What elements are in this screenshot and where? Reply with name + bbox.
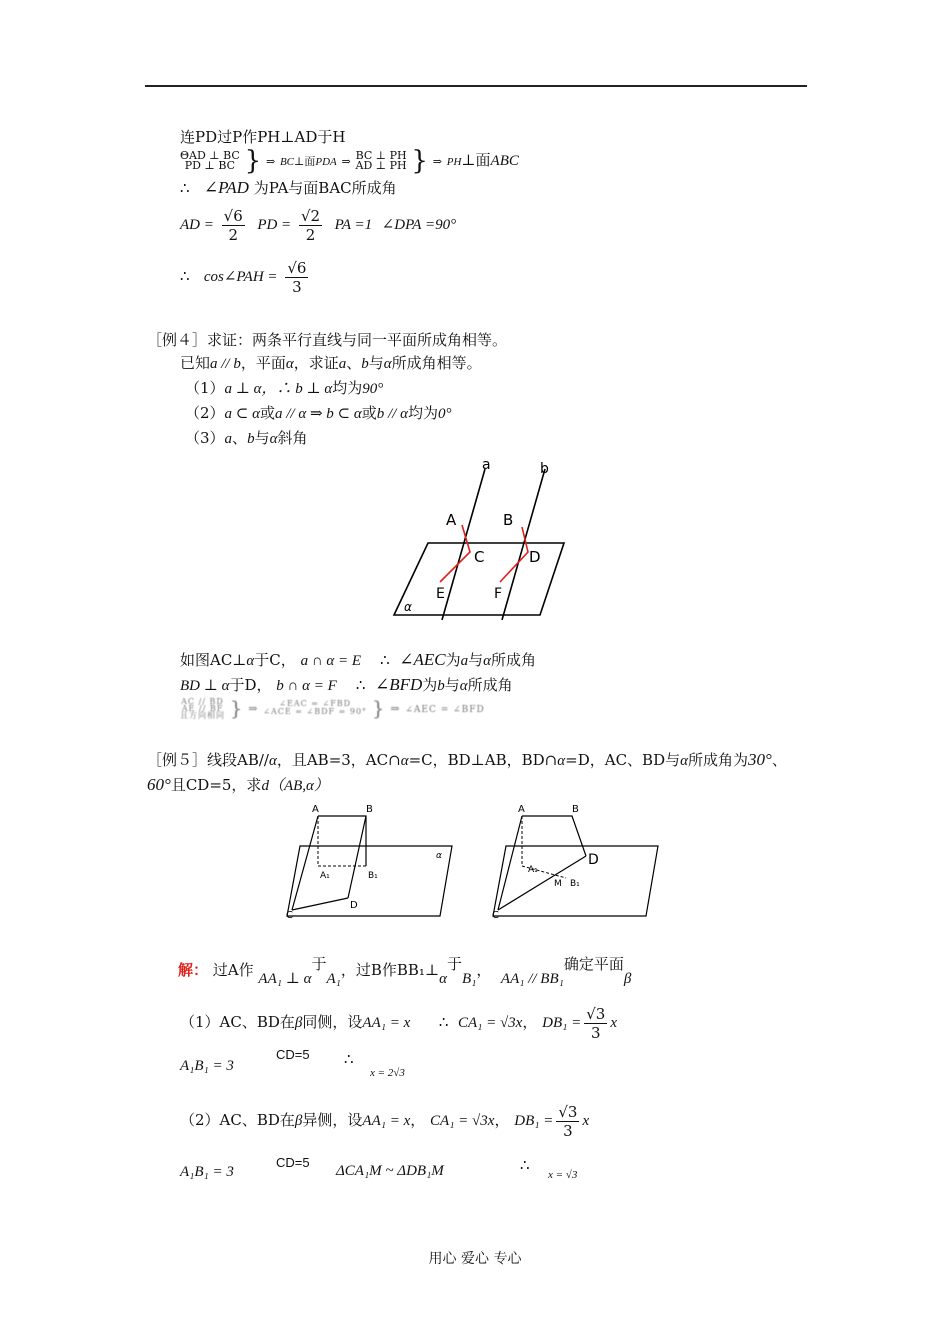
case-line bbox=[185, 428, 307, 449]
math: CA₁ = √3x bbox=[430, 1113, 495, 1129]
result-line bbox=[180, 1047, 405, 1080]
math: x bbox=[610, 1015, 618, 1031]
parallel-lines-figure bbox=[390, 455, 580, 620]
math: b // α bbox=[376, 406, 408, 422]
text: ， bbox=[410, 1111, 426, 1129]
text: 、 bbox=[232, 429, 248, 447]
implication-line bbox=[180, 146, 519, 176]
numerator: √6 bbox=[223, 206, 243, 225]
example-title bbox=[147, 330, 507, 350]
math: BC bbox=[279, 156, 294, 168]
denominator: 2 bbox=[228, 225, 238, 244]
text: ，且AB=3，AC∩ bbox=[276, 751, 401, 769]
denominator: 3 bbox=[292, 277, 302, 296]
math: β bbox=[294, 1113, 303, 1129]
result-line bbox=[180, 1155, 578, 1186]
case-label: （1） bbox=[185, 379, 225, 397]
math: cos∠PAH = bbox=[203, 269, 278, 285]
text: 与 bbox=[444, 676, 460, 694]
math: ABC bbox=[490, 153, 519, 169]
math: b ∩ α = F bbox=[276, 678, 337, 694]
text: 于 bbox=[446, 955, 462, 973]
fraction bbox=[584, 1005, 607, 1042]
implies-arrow: ⇒ bbox=[248, 702, 259, 715]
math: α bbox=[383, 356, 392, 372]
math: CA₁ = √3x bbox=[457, 1015, 523, 1031]
brace: } bbox=[229, 696, 244, 720]
math: x = √3 bbox=[548, 1169, 578, 1181]
text: ⊥面 bbox=[461, 151, 491, 169]
math: ∠BFD bbox=[374, 675, 423, 694]
math: α bbox=[400, 753, 409, 769]
label-D: D bbox=[588, 852, 599, 868]
text: ， bbox=[476, 961, 492, 979]
math: a ⊥ α，∴ b ⊥ α bbox=[224, 381, 333, 397]
case-line bbox=[180, 1002, 617, 1042]
text: 已知 bbox=[180, 354, 211, 372]
solution-line bbox=[178, 948, 632, 987]
text: （1）AC、BD在 bbox=[180, 1013, 295, 1031]
text: 于C， bbox=[254, 651, 296, 669]
math: α bbox=[285, 356, 294, 372]
math: PDA bbox=[315, 156, 337, 168]
math: PD = bbox=[257, 217, 292, 233]
text: ， bbox=[522, 1013, 538, 1031]
text: 且CD=5，求 bbox=[170, 776, 262, 794]
implies-arrow: ⇒ bbox=[432, 155, 442, 168]
numerator: √3 bbox=[586, 1004, 606, 1023]
text: =D，AC、BD与 bbox=[565, 751, 681, 769]
math: 0° bbox=[437, 406, 452, 422]
condition-top: AC // BD bbox=[181, 696, 224, 706]
label-B: B bbox=[503, 511, 514, 529]
perpendicular-BD bbox=[500, 527, 528, 582]
condition-bottom: PD ⊥ BC bbox=[184, 159, 236, 172]
condition-top: BC ⊥ PH bbox=[355, 149, 407, 162]
case-label: （3） bbox=[185, 429, 225, 447]
math: PA =1 bbox=[334, 217, 373, 233]
text: 与 bbox=[254, 429, 270, 447]
math: a // b bbox=[210, 356, 241, 372]
math: a ⊂ α bbox=[224, 406, 260, 422]
label-E: E bbox=[436, 586, 445, 602]
math: x = 2√3 bbox=[370, 1067, 405, 1079]
math: α bbox=[557, 753, 566, 769]
math: a ∩ α = E bbox=[300, 653, 362, 669]
math: α bbox=[483, 653, 491, 669]
segment-AB bbox=[522, 816, 586, 856]
text: （2）AC、BD在 bbox=[180, 1111, 295, 1129]
equation-line bbox=[180, 256, 311, 296]
denominator: 2 bbox=[305, 225, 316, 244]
label-M: M bbox=[554, 879, 562, 889]
segment-plane-figure-opposite-side bbox=[488, 798, 663, 922]
given-value: CD=5 bbox=[276, 1155, 310, 1170]
case-label: （2） bbox=[185, 404, 225, 422]
math: 60° bbox=[147, 775, 171, 794]
label-A: A bbox=[446, 511, 457, 529]
numerator: √3 bbox=[558, 1102, 578, 1121]
label-C: C bbox=[474, 548, 485, 566]
text: 斜角 bbox=[277, 429, 308, 447]
text: =C，BD⊥AB，BD∩ bbox=[408, 751, 558, 769]
math: 30° bbox=[748, 750, 772, 769]
text-line bbox=[180, 675, 513, 696]
case-line bbox=[185, 378, 383, 399]
brace: } bbox=[371, 696, 386, 720]
label-C: C bbox=[286, 910, 293, 921]
condition-top: ∠EAC = ∠FBD bbox=[279, 699, 352, 708]
brace: } bbox=[411, 146, 428, 176]
math: α bbox=[680, 753, 688, 769]
given-value: CD=5 bbox=[276, 1047, 310, 1062]
denominator: 3 bbox=[591, 1023, 601, 1042]
numerator: √6 bbox=[287, 258, 307, 277]
label-F: F bbox=[494, 586, 503, 602]
text-line bbox=[147, 775, 329, 796]
math: PH bbox=[446, 156, 462, 168]
condition-middle: AE // BF bbox=[181, 703, 224, 713]
text: 连PD过P作PH⊥AD于H bbox=[180, 128, 346, 146]
header-rule bbox=[145, 85, 807, 87]
text: 、 bbox=[771, 751, 787, 769]
segment-BD bbox=[348, 816, 366, 898]
therefore-symbol: ∴ bbox=[355, 676, 366, 694]
text: 异侧，设 bbox=[302, 1111, 363, 1129]
text: 确定平面 bbox=[563, 955, 624, 973]
label-alpha: α bbox=[436, 851, 442, 861]
text: 均为 bbox=[332, 379, 363, 397]
math: α bbox=[268, 753, 277, 769]
label-D: D bbox=[350, 900, 358, 911]
equation-line bbox=[180, 204, 456, 244]
math: A₁B₁ = 3 bbox=[180, 1058, 234, 1074]
therefore-symbol: ∴ bbox=[344, 1050, 354, 1068]
condition-bottom: ∠ACE = ∠BDF = 90° bbox=[263, 707, 368, 716]
text-line bbox=[180, 353, 482, 374]
math: ∠DPA =90° bbox=[381, 217, 457, 233]
label-A: A bbox=[518, 804, 525, 815]
text: 与 bbox=[468, 651, 484, 669]
math: b bbox=[437, 678, 445, 694]
condition-top: ΘAD ⊥ BC bbox=[180, 149, 240, 162]
text: 如图AC⊥ bbox=[180, 651, 247, 669]
text: ，过B作BB₁⊥ bbox=[340, 961, 440, 979]
label-A1: A₁ bbox=[320, 871, 330, 881]
segment-plane-figure-same-side bbox=[282, 798, 457, 922]
math: d（AB,α） bbox=[261, 778, 329, 794]
numerator: √2 bbox=[300, 206, 321, 225]
case-line bbox=[185, 403, 451, 424]
implies-arrow: ⇒ bbox=[341, 155, 351, 168]
text: 均为 bbox=[407, 404, 438, 422]
segment-AC bbox=[292, 816, 318, 910]
math: DB₁ = bbox=[514, 1113, 554, 1129]
text: ，平面 bbox=[240, 354, 286, 372]
math: BD ⊥ α bbox=[180, 678, 230, 694]
page-footer: 用心 爱心 专心 bbox=[428, 1251, 522, 1267]
therefore-symbol: ∴ bbox=[438, 1013, 449, 1031]
solution-label: 解： bbox=[178, 961, 209, 979]
fraction bbox=[222, 207, 245, 244]
math: A₁B₁ = 3 bbox=[180, 1164, 234, 1180]
math: a bbox=[224, 431, 233, 447]
segment-AC bbox=[498, 816, 522, 910]
math: AA₁ // BB₁ bbox=[500, 971, 564, 987]
text: 与 bbox=[368, 354, 384, 372]
label-alpha: α bbox=[404, 600, 412, 614]
math: DB₁ = bbox=[542, 1015, 582, 1031]
condition-stack bbox=[356, 151, 407, 171]
text: 于 bbox=[311, 955, 327, 973]
condition-stack bbox=[263, 700, 367, 716]
fraction bbox=[556, 1103, 579, 1140]
label-B: B bbox=[572, 804, 579, 815]
label-A: A bbox=[312, 804, 319, 815]
math: α bbox=[246, 653, 255, 669]
brace: } bbox=[244, 146, 262, 176]
text-line bbox=[180, 127, 345, 147]
math: ∠PAD bbox=[203, 178, 249, 197]
blurred-derivation bbox=[180, 697, 485, 719]
text-line bbox=[180, 650, 536, 671]
line-a bbox=[442, 469, 485, 620]
therefore-symbol: ∴ bbox=[380, 651, 390, 669]
text: ， bbox=[494, 1111, 510, 1129]
label-A1: A₁ bbox=[528, 865, 538, 875]
implies-arrow: ⇒ bbox=[390, 702, 401, 715]
math: α bbox=[439, 971, 447, 987]
text: 、 bbox=[346, 354, 362, 372]
segment-AB bbox=[318, 816, 366, 866]
example-title bbox=[147, 750, 787, 771]
denominator: 3 bbox=[563, 1121, 573, 1140]
condition-bottom: AD ⊥ PH bbox=[355, 159, 407, 172]
text: 所成角 bbox=[467, 676, 513, 694]
math: ∠AEC = ∠BFD bbox=[405, 705, 485, 715]
label-B1: B₁ bbox=[570, 879, 580, 889]
label-B1: B₁ bbox=[368, 871, 378, 881]
text: 为 bbox=[422, 676, 438, 694]
math: β bbox=[623, 971, 632, 987]
math: α bbox=[269, 431, 278, 447]
text: ［例４］求证：两条平行直线与同一平面所成角相等。 bbox=[147, 331, 508, 349]
math: b bbox=[361, 356, 369, 372]
math: a bbox=[338, 356, 347, 372]
math: AD = bbox=[180, 217, 214, 233]
math: α bbox=[459, 678, 468, 694]
label-D: D bbox=[529, 548, 541, 566]
math: β bbox=[294, 1015, 303, 1031]
text: 或 bbox=[361, 404, 377, 422]
therefore-symbol: ∴ bbox=[180, 179, 190, 197]
condition-stack bbox=[180, 151, 240, 171]
text: ［例５］线段AB// bbox=[147, 751, 269, 769]
fraction bbox=[299, 207, 322, 244]
text: 为 bbox=[445, 651, 461, 669]
text: 为PA与面BAC所成角 bbox=[253, 179, 397, 197]
fraction bbox=[285, 259, 308, 296]
label-B: B bbox=[366, 804, 373, 815]
case-line bbox=[180, 1100, 589, 1140]
math: ∠AEC bbox=[399, 650, 446, 669]
math: B₁ bbox=[461, 971, 477, 987]
text: 所成角相等。 bbox=[391, 354, 482, 372]
condition-bottom: 且方向相同 bbox=[180, 710, 225, 720]
implies-arrow: ⇒ bbox=[265, 155, 276, 168]
math: AA₁ ⊥ α bbox=[258, 971, 312, 987]
math: A₁ bbox=[326, 971, 341, 987]
math: AA₁ = x bbox=[362, 1015, 411, 1031]
math: ΔCA₁M ~ ΔDB₁M bbox=[336, 1163, 444, 1179]
therefore-symbol: ∴ bbox=[180, 267, 190, 285]
therefore-symbol: ∴ bbox=[520, 1156, 530, 1174]
label-b: b bbox=[540, 461, 549, 477]
math: x bbox=[582, 1113, 590, 1129]
text: 同侧，设 bbox=[302, 1013, 363, 1031]
label-C: C bbox=[492, 910, 499, 921]
line-b bbox=[502, 469, 545, 620]
condition-stack bbox=[180, 698, 225, 719]
math: a // α ⇒ b ⊂ α bbox=[275, 406, 362, 422]
text: 或 bbox=[260, 404, 276, 422]
text: ，求证 bbox=[293, 354, 339, 372]
math: AA₁ = x bbox=[362, 1113, 411, 1129]
text: 所成角 bbox=[491, 651, 537, 669]
math: a bbox=[460, 653, 469, 669]
text: ⊥面 bbox=[294, 155, 316, 168]
text: 过A作 bbox=[212, 961, 254, 979]
text: 所成角为 bbox=[687, 751, 748, 769]
text-line bbox=[180, 178, 397, 198]
label-a: a bbox=[482, 457, 491, 473]
math: b bbox=[247, 431, 255, 447]
math: 90° bbox=[362, 381, 384, 397]
segment-CD bbox=[292, 898, 348, 910]
text: 于D， bbox=[229, 676, 272, 694]
